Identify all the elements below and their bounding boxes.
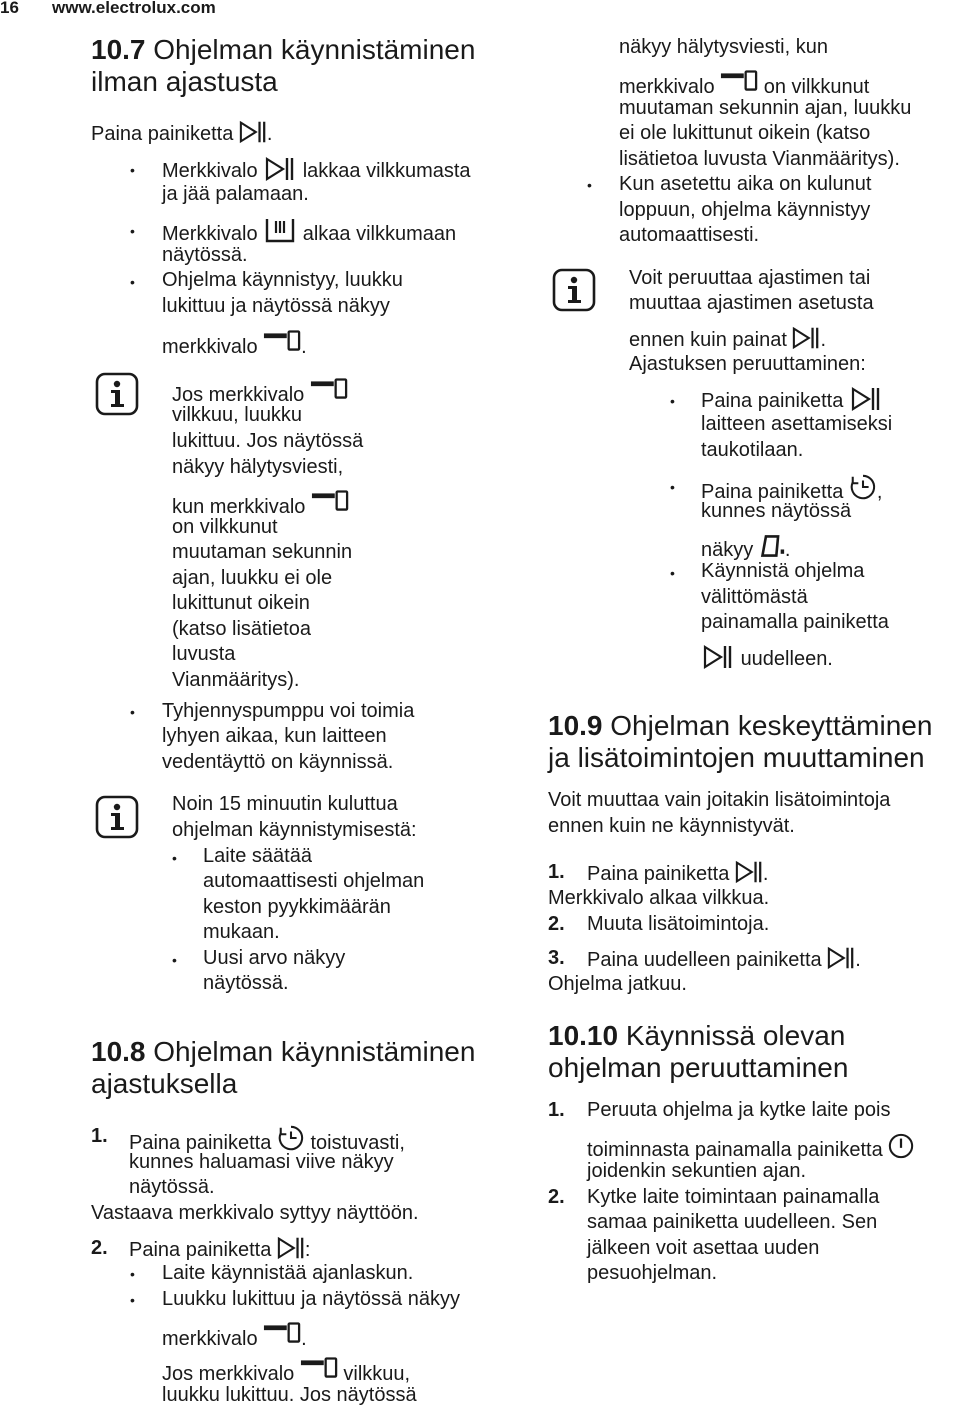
step-number: 2. <box>548 913 565 935</box>
info-text: lukittuu. Jos näytössä <box>172 430 364 452</box>
info-bullet-text: välittömästä <box>701 586 808 608</box>
info-bullet-text: taukotilaan. <box>701 439 804 461</box>
zero-display-icon <box>759 534 785 558</box>
step-text: toiminnasta painamalla painiketta <box>587 1133 914 1164</box>
info-icon <box>552 268 596 312</box>
bullet-text: Kun asetettu aika on kulunut <box>619 173 872 195</box>
info-text: Noin 15 minuutin kuluttua <box>172 793 398 815</box>
section-10-8-title-line2: ajastuksella <box>91 1068 238 1099</box>
bullet: • <box>130 704 135 720</box>
step-number: 2. <box>91 1237 108 1259</box>
step-number: 3. <box>548 947 565 969</box>
info-bullet-text: automaattisesti ohjelman <box>203 870 425 892</box>
continued-text: näkyy hälytysviesti, kun <box>619 36 828 58</box>
info-text: ennen kuin painat . <box>629 326 826 354</box>
step-text: Kytke laite toimintaan painamalla <box>587 1186 880 1208</box>
bullet: • <box>172 952 177 968</box>
info-bullet-text: keston pyykkimäärän <box>203 896 391 918</box>
section-10-10-title: 10.10 Käynnissä olevan <box>548 1020 846 1051</box>
bullet-text: ja jää palamaan. <box>162 183 309 205</box>
bullet: • <box>670 393 675 409</box>
info-text: näkyy hälytysviesti, <box>172 456 344 478</box>
bullet: • <box>172 850 177 866</box>
bullet-text: loppuun, ohjelma käynnistyy <box>619 199 871 221</box>
step-text: näytössä. <box>129 1176 215 1198</box>
step-text: Peruuta ohjelma ja kytke laite pois <box>587 1099 891 1121</box>
bullet-text: lukittuu ja näytössä näkyy <box>162 295 390 317</box>
start-pause-icon <box>263 157 297 181</box>
info-bullet-text: Paina painiketta , <box>701 473 882 506</box>
info-text: (katso lisätietoa <box>172 618 311 640</box>
step-text: kunnes haluamasi viive näkyy <box>129 1151 394 1173</box>
step-text: Ohjelma jatkuu. <box>548 973 687 995</box>
start-pause-icon <box>239 120 267 144</box>
step-text: pesuohjelman. <box>587 1262 718 1284</box>
start-pause-icon <box>827 946 855 970</box>
continued-text: ei ole lukittunut oikein (katso <box>619 122 871 144</box>
section-10-7-title: 10.7 Ohjelman käynnistäminen <box>91 34 476 65</box>
start-pause-icon <box>277 1236 305 1260</box>
paragraph: ennen kuin ne käynnistyvät. <box>548 815 795 837</box>
info-bullet-text: kunnes näytössä <box>701 500 852 522</box>
info-bullet-text: Paina painiketta <box>701 387 883 415</box>
info-bullet-text: uudelleen. <box>701 645 833 673</box>
continued-text: muutaman sekunnin ajan, luukku <box>619 97 912 119</box>
section-10-8-title: 10.8 Ohjelman käynnistäminen <box>91 1036 476 1067</box>
power-icon <box>888 1133 914 1159</box>
info-bullet-text: näkyy . <box>701 534 790 564</box>
continued-text: lisätietoa luvusta Vianmääritys). <box>619 148 900 170</box>
delay-start-icon <box>849 473 877 501</box>
door-lock-icon <box>310 378 348 400</box>
door-lock-icon <box>263 330 301 352</box>
paragraph: Voit muuttaa vain joitakin lisätoimintoja <box>548 789 891 811</box>
section-10-7-title-line2: ilman ajastusta <box>91 66 278 97</box>
bullet: • <box>587 177 592 193</box>
info-bullet-text: näytössä. <box>203 972 289 994</box>
info-text: ohjelman käynnistymisestä: <box>172 819 417 841</box>
section-10-9-title-line2: ja lisätoimintojen muuttaminen <box>548 742 925 773</box>
info-text: Jos merkkivalo <box>172 378 348 409</box>
start-pause-icon <box>849 387 883 411</box>
step-text: Paina painiketta . <box>587 860 768 888</box>
step-number: 2. <box>548 1186 565 1208</box>
info-bullet-text: mukaan. <box>203 921 280 943</box>
bullet-text: Jos merkkivalo vilkkuu, <box>162 1357 410 1388</box>
door-lock-icon <box>311 490 349 512</box>
bullet: • <box>130 223 135 239</box>
info-text: kun merkkivalo <box>172 490 349 521</box>
bullet-text: automaattisesti. <box>619 224 760 246</box>
door-lock-icon <box>263 1322 301 1344</box>
step-text: Paina painiketta : <box>129 1236 310 1264</box>
bullet: • <box>670 479 675 495</box>
info-bullet-text: Käynnistä ohjelma <box>701 560 865 582</box>
step-text: Paina painiketta toistuvasti, <box>129 1124 405 1157</box>
info-bullet-text: Uusi arvo näkyy <box>203 947 346 969</box>
site-url[interactable]: www.electrolux.com <box>52 0 216 17</box>
bullet-text: Merkkivalo alkaa vilkkumaan <box>162 217 456 248</box>
info-bullet-text: laitteen asettamiseksi <box>701 413 893 435</box>
bullet: • <box>130 1292 135 1308</box>
bullet-text: lyhyen aikaa, kun laitteen <box>162 725 387 747</box>
step-number: 1. <box>548 1099 565 1121</box>
bullet-text: vedentäyttö on käynnissä. <box>162 751 394 773</box>
info-text: muuttaa ajastimen asetusta <box>629 292 874 314</box>
section-10-9-title: 10.9 Ohjelman keskeyttäminen <box>548 710 933 741</box>
start-pause-icon <box>735 860 763 884</box>
step-text: samaa painiketta uudelleen. Sen <box>587 1211 878 1233</box>
info-text: Voit peruuttaa ajastimen tai <box>629 267 871 289</box>
page-number: 16 <box>0 0 19 17</box>
bullet: • <box>130 1266 135 1282</box>
bullet-text: näytössä. <box>162 244 248 266</box>
bullet-text: luukku lukittuu. Jos näytössä <box>162 1384 417 1406</box>
delay-start-icon <box>277 1124 305 1152</box>
step-text: jälkeen voit asettaa uuden <box>587 1237 820 1259</box>
info-text: lukittunut oikein <box>172 592 310 614</box>
info-text: Vianmääritys). <box>172 669 300 691</box>
section-10-10-title-line2: ohjelman peruuttaminen <box>548 1052 849 1083</box>
info-text: vilkkuu, luukku <box>172 404 303 426</box>
info-icon <box>95 372 139 416</box>
info-text: muutaman sekunnin <box>172 541 353 563</box>
info-text: Ajastuksen peruuttaminen: <box>629 353 866 375</box>
step-text: joidenkin sekuntien ajan. <box>587 1160 807 1182</box>
bullet-text: merkkivalo . <box>162 1322 307 1353</box>
bullet-text: merkkivalo . <box>162 330 307 361</box>
bullet: • <box>130 162 135 178</box>
bullet-text: Ohjelma käynnistyy, luukku <box>162 269 403 291</box>
continued-text: merkkivalo on vilkkunut <box>619 70 869 101</box>
info-text: luvusta <box>172 643 236 665</box>
bullet: • <box>670 565 675 581</box>
info-text: ajan, luukku ei ole <box>172 567 333 589</box>
bullet: • <box>130 274 135 290</box>
door-lock-icon <box>300 1357 338 1379</box>
bullet-text: Merkkivalo lakkaa vilkkumasta <box>162 157 471 185</box>
info-bullet-text: Laite säätää <box>203 845 312 867</box>
bullet-text: Laite käynnistää ajanlaskun. <box>162 1262 414 1284</box>
step-number: 1. <box>548 861 565 883</box>
washing-phase-icon <box>263 217 297 243</box>
step-text: Merkkivalo alkaa vilkkua. <box>548 887 770 909</box>
step-text: Muuta lisätoimintoja. <box>587 913 770 935</box>
info-text: on vilkkunut <box>172 516 278 538</box>
door-lock-icon <box>720 70 758 92</box>
bullet-text: Tyhjennyspumppu voi toimia <box>162 700 415 722</box>
start-pause-icon <box>701 645 735 669</box>
info-bullet-text: painamalla painiketta <box>701 611 889 633</box>
start-pause-icon <box>792 326 820 350</box>
info-icon <box>95 795 139 839</box>
intro-text: Paina painiketta . <box>91 120 272 148</box>
bullet-text: Luukku lukittuu ja näytössä näkyy <box>162 1288 460 1310</box>
step-text: Paina uudelleen painiketta . <box>587 946 861 974</box>
step-number: 1. <box>91 1125 108 1147</box>
note-text: Vastaava merkkivalo syttyy näyttöön. <box>91 1202 419 1224</box>
